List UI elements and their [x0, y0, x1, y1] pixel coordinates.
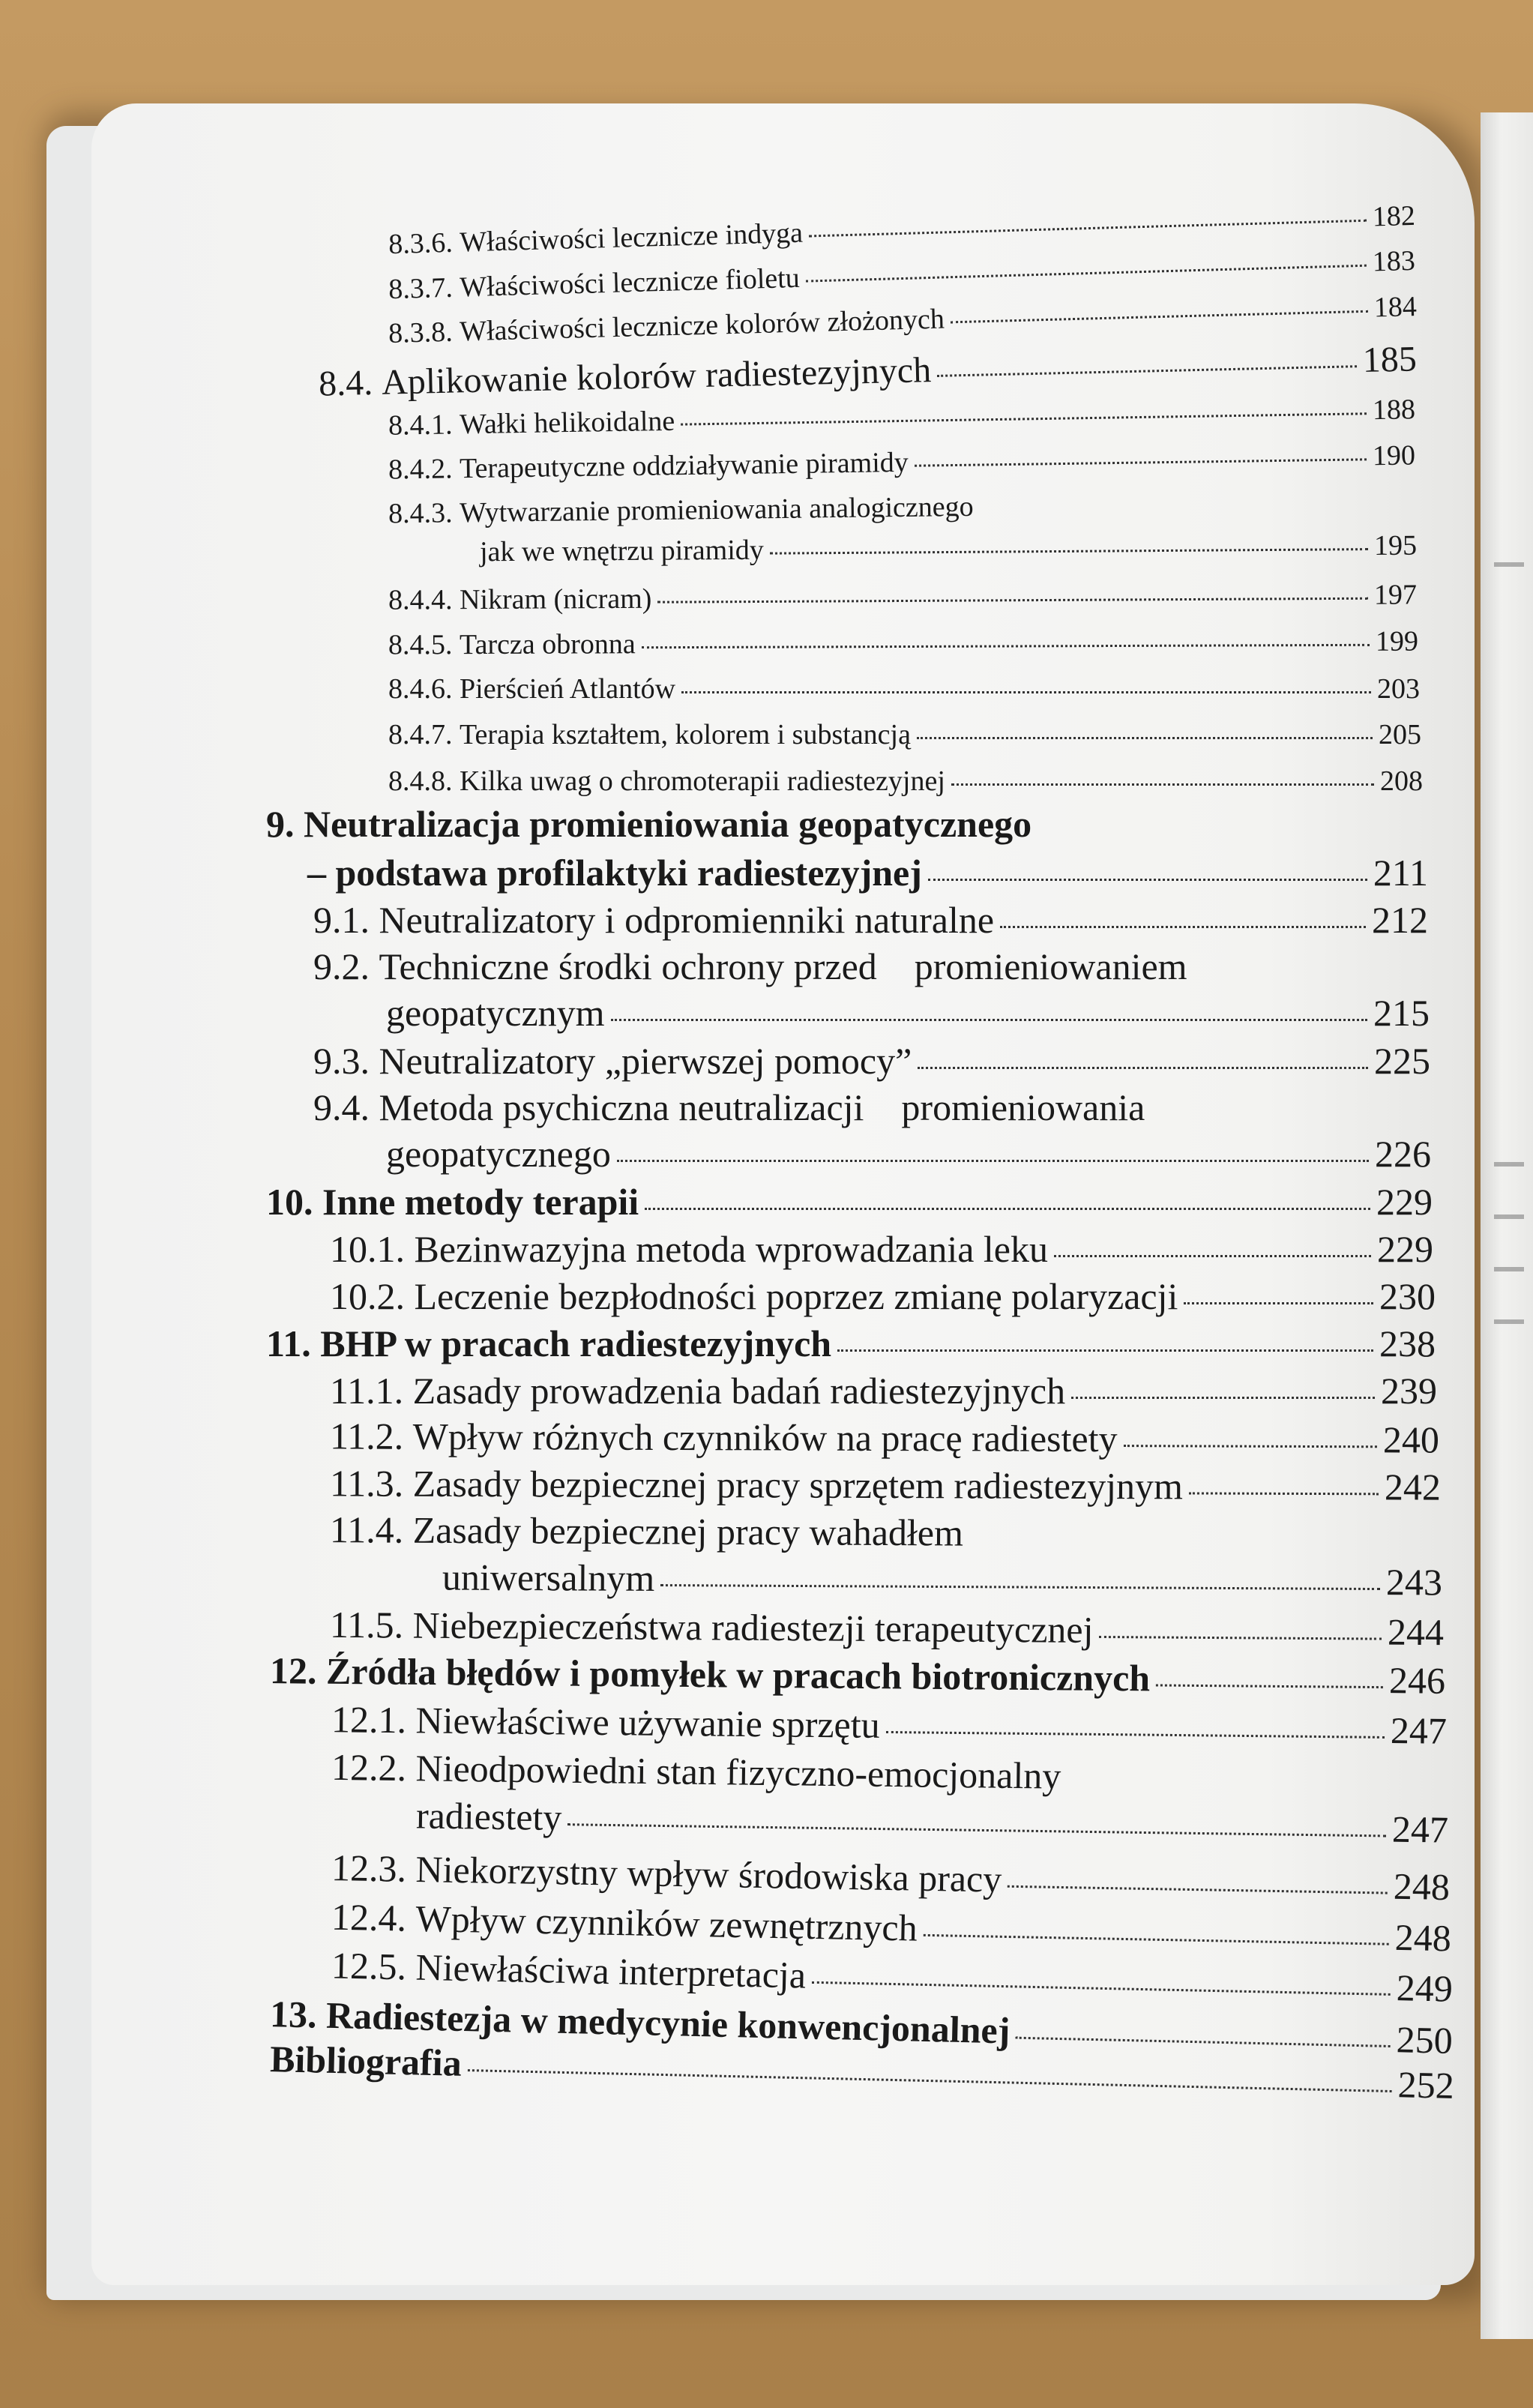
toc-entry-number: 8.4.6.: [388, 673, 453, 705]
toc-entry: [330, 1369, 1437, 1412]
dot-leader: [812, 1981, 1391, 1996]
toc-entry-number: 12.2.: [331, 1745, 407, 1790]
toc-entry-number: 8.3.6.: [388, 226, 454, 261]
toc-entry-title: Nieodpowiedni stan fizyczno-emocjonalny: [415, 1747, 1061, 1797]
toc-entry-continuation: [480, 529, 1417, 569]
toc-entry-page: 252: [1397, 2063, 1455, 2107]
dot-leader: [681, 691, 1371, 693]
toc-entry-title: Neutralizacja promieniowania geopatycznego: [304, 803, 1032, 845]
dot-leader: [681, 412, 1367, 425]
toc-entry-number: 8.3.7.: [388, 271, 454, 306]
toc-entry-title: Bibliografia: [269, 2038, 463, 2084]
toc-entry-title-continued: geopatycznym: [386, 992, 605, 1034]
toc-entry-number: 8.4.3.: [388, 497, 453, 530]
toc-entry-page: 247: [1391, 1807, 1449, 1851]
dot-leader: [809, 220, 1367, 238]
toc-entry-number: 9.3.: [313, 1040, 370, 1082]
dot-leader: [1000, 926, 1366, 928]
dot-leader: [951, 310, 1368, 324]
toc-entry-title: Wpływ czynników zewnętrznych: [415, 1897, 918, 1949]
dot-leader: [660, 1584, 1380, 1590]
toc-entry-number: 8.3.8.: [388, 316, 454, 349]
toc-entry-number: 11.1.: [330, 1370, 404, 1412]
toc-entry-number: 12.1.: [331, 1698, 407, 1742]
toc-entry: [388, 625, 1418, 662]
dot-leader: [917, 737, 1373, 739]
dot-leader: [951, 783, 1374, 786]
toc-entry-number: 11.: [266, 1322, 311, 1364]
toc-entry-page: 190: [1372, 439, 1416, 472]
toc-entry: [313, 945, 1430, 988]
toc-entry-title: Terapeutyczne oddziaływanie piramidy: [459, 446, 909, 485]
toc-entry-number: 12.: [269, 1649, 317, 1692]
toc-entry-title: Niewłaściwa interpretacja: [415, 1945, 807, 1996]
toc-entry-continuation: [416, 1793, 1449, 1851]
toc-entry-number: 9.1.: [313, 899, 370, 941]
toc-entry-number: 12.3.: [331, 1846, 407, 1890]
toc-entry: [313, 1039, 1430, 1083]
toc-entry-title: Właściwości lecznicze fioletu: [459, 262, 801, 304]
toc-entry-title: Właściwości lecznicze kolorów złożonych: [459, 303, 945, 348]
toc-entry-title: Inne metody terapii: [322, 1181, 639, 1223]
toc-entry-page: 185: [1362, 339, 1418, 381]
toc-entry: [388, 672, 1420, 705]
toc-entry-title: Zasady prowadzenia badań radiestezyjnych: [412, 1370, 1066, 1412]
toc-entry-number: 8.4.7.: [388, 719, 453, 750]
dot-leader: [617, 1160, 1369, 1162]
toc-entry: [330, 1227, 1433, 1271]
toc-entry-number: 9.: [266, 803, 295, 845]
dot-leader: [467, 2069, 1391, 2092]
toc-entry-title: Zasady bezpiecznej pracy sprzętem radiestezyjnym: [412, 1462, 1184, 1508]
toc-entry-title: Radiestezja w medycynie konwencjonalnej: [325, 1993, 1011, 2052]
toc-entry-title: Terapia kształtem, kolorem i substancją: [460, 719, 911, 750]
toc-entry-title: Niekorzystny wpływ środowiska pracy: [415, 1847, 1002, 1900]
toc-entry-number: 12.4.: [331, 1895, 407, 1939]
toc-entry-number: 9.4.: [313, 1086, 370, 1128]
toc-entry-page: 249: [1396, 1966, 1454, 2010]
toc-entry-title-continued: – podstawa profilaktyki radiestezyjnej: [307, 852, 922, 894]
toc-entry-page: 247: [1390, 1709, 1448, 1752]
toc-entry-page: 197: [1373, 579, 1418, 611]
toc-entry-title: Niewłaściwe używanie sprzętu: [415, 1699, 880, 1746]
toc-entry: [330, 1461, 1441, 1508]
toc-entry-title: Wpływ różnych czynników na pracę radiestety: [412, 1415, 1118, 1460]
toc-chapter: [266, 1180, 1433, 1223]
dot-leader: [928, 879, 1367, 881]
dot-leader: [657, 598, 1368, 603]
toc-entry-number: 11.5.: [329, 1603, 404, 1646]
toc-entry-title-continued: uniwersalnym: [442, 1556, 655, 1599]
toc-entry-page: 195: [1373, 529, 1418, 562]
toc-entry-title: Metoda psychiczna neutralizacji promieniowania: [379, 1086, 1145, 1128]
toc-entry: [388, 765, 1423, 798]
dot-leader: [1016, 2037, 1391, 2047]
toc-entry-page: 215: [1373, 992, 1430, 1034]
toc-entry-page: 226: [1375, 1133, 1431, 1175]
toc-entry-number: 11.2.: [329, 1415, 404, 1457]
toc-entry: [388, 718, 1421, 751]
toc-entry-page: 243: [1385, 1561, 1443, 1604]
toc-entry-number: 8.4.5.: [388, 629, 453, 661]
toc-entry-number: 8.4.4.: [388, 584, 453, 616]
toc-chapter: [266, 1322, 1436, 1365]
dot-leader: [642, 644, 1370, 648]
toc-entry-page: 211: [1373, 852, 1428, 894]
toc-entry: [330, 1274, 1436, 1318]
dot-leader: [837, 1349, 1373, 1352]
toc-entry-title: Neutralizatory i odpromienniki naturalne: [379, 899, 995, 941]
toc-entry-page: 199: [1375, 625, 1419, 657]
dot-leader: [918, 1067, 1368, 1069]
toc-entry-number: 12.5.: [331, 1944, 407, 1988]
toc-entry: [330, 1603, 1444, 1654]
toc-entry-page: 230: [1379, 1275, 1436, 1317]
dot-leader: [937, 365, 1357, 377]
dot-leader: [806, 265, 1367, 283]
dot-leader: [1184, 1302, 1373, 1304]
toc-entry-continuation: [442, 1556, 1442, 1604]
toc-entry-page: 212: [1372, 899, 1428, 941]
toc-entry-page: 229: [1376, 1181, 1433, 1223]
dot-leader: [1099, 1636, 1382, 1640]
toc-entry-page: 242: [1384, 1466, 1442, 1508]
toc-chapter: [266, 802, 1428, 846]
toc-entry: [319, 338, 1418, 404]
dot-leader: [886, 1731, 1385, 1739]
dot-leader: [915, 458, 1367, 466]
toc-entry-page: 240: [1382, 1418, 1440, 1461]
toc-entry-number: 13.: [269, 1993, 318, 2036]
toc-entry-title: Kilka uwag o chromoterapii radiestezyjnej: [460, 765, 945, 797]
dot-leader: [1156, 1684, 1383, 1688]
toc-entry-title: Nikram (nicram): [459, 583, 652, 616]
toc-entry-continuation: [386, 991, 1430, 1035]
toc-entry-title-continued: geopatycznego: [386, 1133, 611, 1175]
toc-entry-page: 184: [1373, 291, 1418, 324]
toc-entry-page: 208: [1380, 765, 1423, 797]
toc-entry-page: 188: [1372, 394, 1416, 427]
toc-entry-title: Leczenie bezpłodności poprzez zmianę polaryzacji: [414, 1275, 1178, 1317]
toc-entry-title: BHP w pracach radiestezyjnych: [320, 1322, 832, 1364]
toc-entry-title: Pierścień Atlantów: [460, 673, 676, 705]
toc-entry-title-continued: radiestety: [415, 1794, 562, 1839]
toc-entry-number: 9.2.: [313, 945, 370, 987]
dot-leader: [1071, 1397, 1375, 1399]
toc-entry-number: 10.: [266, 1181, 313, 1223]
toc-chapter: [270, 1649, 1445, 1703]
dot-leader: [567, 1823, 1386, 1837]
toc-entry: [388, 439, 1415, 486]
toc-entry-page: 182: [1372, 199, 1416, 233]
dot-leader: [770, 548, 1368, 555]
toc-entry-page: 225: [1374, 1040, 1430, 1082]
toc-entry-page: 244: [1387, 1610, 1445, 1654]
toc-entry-number: 8.4.1.: [388, 409, 453, 442]
toc-entry-title: Tarcza obronna: [459, 628, 636, 661]
toc-entry-title: Neutralizatory „pierwszej pomocy”: [379, 1040, 912, 1082]
toc-entry-title: Źródła błędów i pomyłek w pracach biotronicznych: [325, 1649, 1151, 1700]
toc-entry-number: 8.4.2.: [388, 453, 453, 486]
toc-entry-page: 229: [1377, 1228, 1433, 1270]
toc-entry-page: 246: [1388, 1659, 1446, 1702]
toc-entry-page: 238: [1379, 1322, 1436, 1364]
toc-entry-page: 250: [1396, 2018, 1454, 2062]
toc-entry-number: 11.3.: [329, 1462, 404, 1505]
toc-entry: [388, 485, 1415, 531]
toc-entry-title: Niebezpieczeństwa radiestezji terapeutycznej: [412, 1604, 1094, 1651]
toc-entry-page: 205: [1379, 719, 1421, 750]
toc-entry-continuation: [386, 1132, 1431, 1176]
toc-entry-title: Aplikowanie kolorów radiestezyjnych: [381, 350, 932, 403]
toc-entry-page: 248: [1393, 1864, 1451, 1909]
toc-entry: [313, 1086, 1430, 1129]
toc-entry-title: Zasady bezpiecznej pracy wahadłem: [412, 1508, 964, 1554]
toc-entry-title: Wytwarzanie promieniowania analogicznego: [459, 490, 974, 529]
toc-entry-title-continued: jak we wnętrzu piramidy: [479, 534, 764, 568]
toc-entry-page: 203: [1377, 673, 1420, 705]
toc-entry-title: Bezinwazyjna metoda wprowadzania leku: [414, 1228, 1048, 1270]
toc-entry-number: 8.4.: [318, 362, 373, 404]
dot-leader: [1189, 1492, 1379, 1495]
toc-entry-number: 10.1.: [330, 1228, 405, 1270]
toc-entry-page: 248: [1394, 1915, 1452, 1960]
toc-entry-page: 183: [1372, 244, 1416, 278]
dot-leader: [1054, 1255, 1371, 1257]
toc-entry-number: 11.4.: [329, 1508, 404, 1551]
dot-leader: [1008, 1885, 1388, 1894]
toc-entry: [388, 578, 1417, 616]
dot-leader: [923, 1934, 1388, 1945]
dot-leader: [645, 1208, 1370, 1210]
dot-leader: [611, 1019, 1367, 1021]
dot-leader: [1124, 1445, 1377, 1448]
toc-entry-number: 8.4.8.: [388, 765, 453, 797]
toc-entry-page: 239: [1381, 1370, 1437, 1412]
toc-entry-title: Techniczne środki ochrony przed promieniowaniem: [379, 945, 1187, 987]
toc-entry: [388, 393, 1416, 442]
toc-entry-title: Wałki helikoidalne: [459, 405, 675, 441]
toc-entry: [331, 1745, 1449, 1802]
toc-entry: [330, 1414, 1439, 1461]
toc-entry: [331, 1697, 1448, 1753]
toc-chapter-continuation: [307, 851, 1428, 894]
toc-entry-title: Właściwości lecznicze indyga: [459, 217, 804, 259]
toc-entry-number: 10.2.: [330, 1275, 405, 1317]
toc-entry: [313, 898, 1428, 942]
toc-entry: [330, 1508, 1441, 1557]
